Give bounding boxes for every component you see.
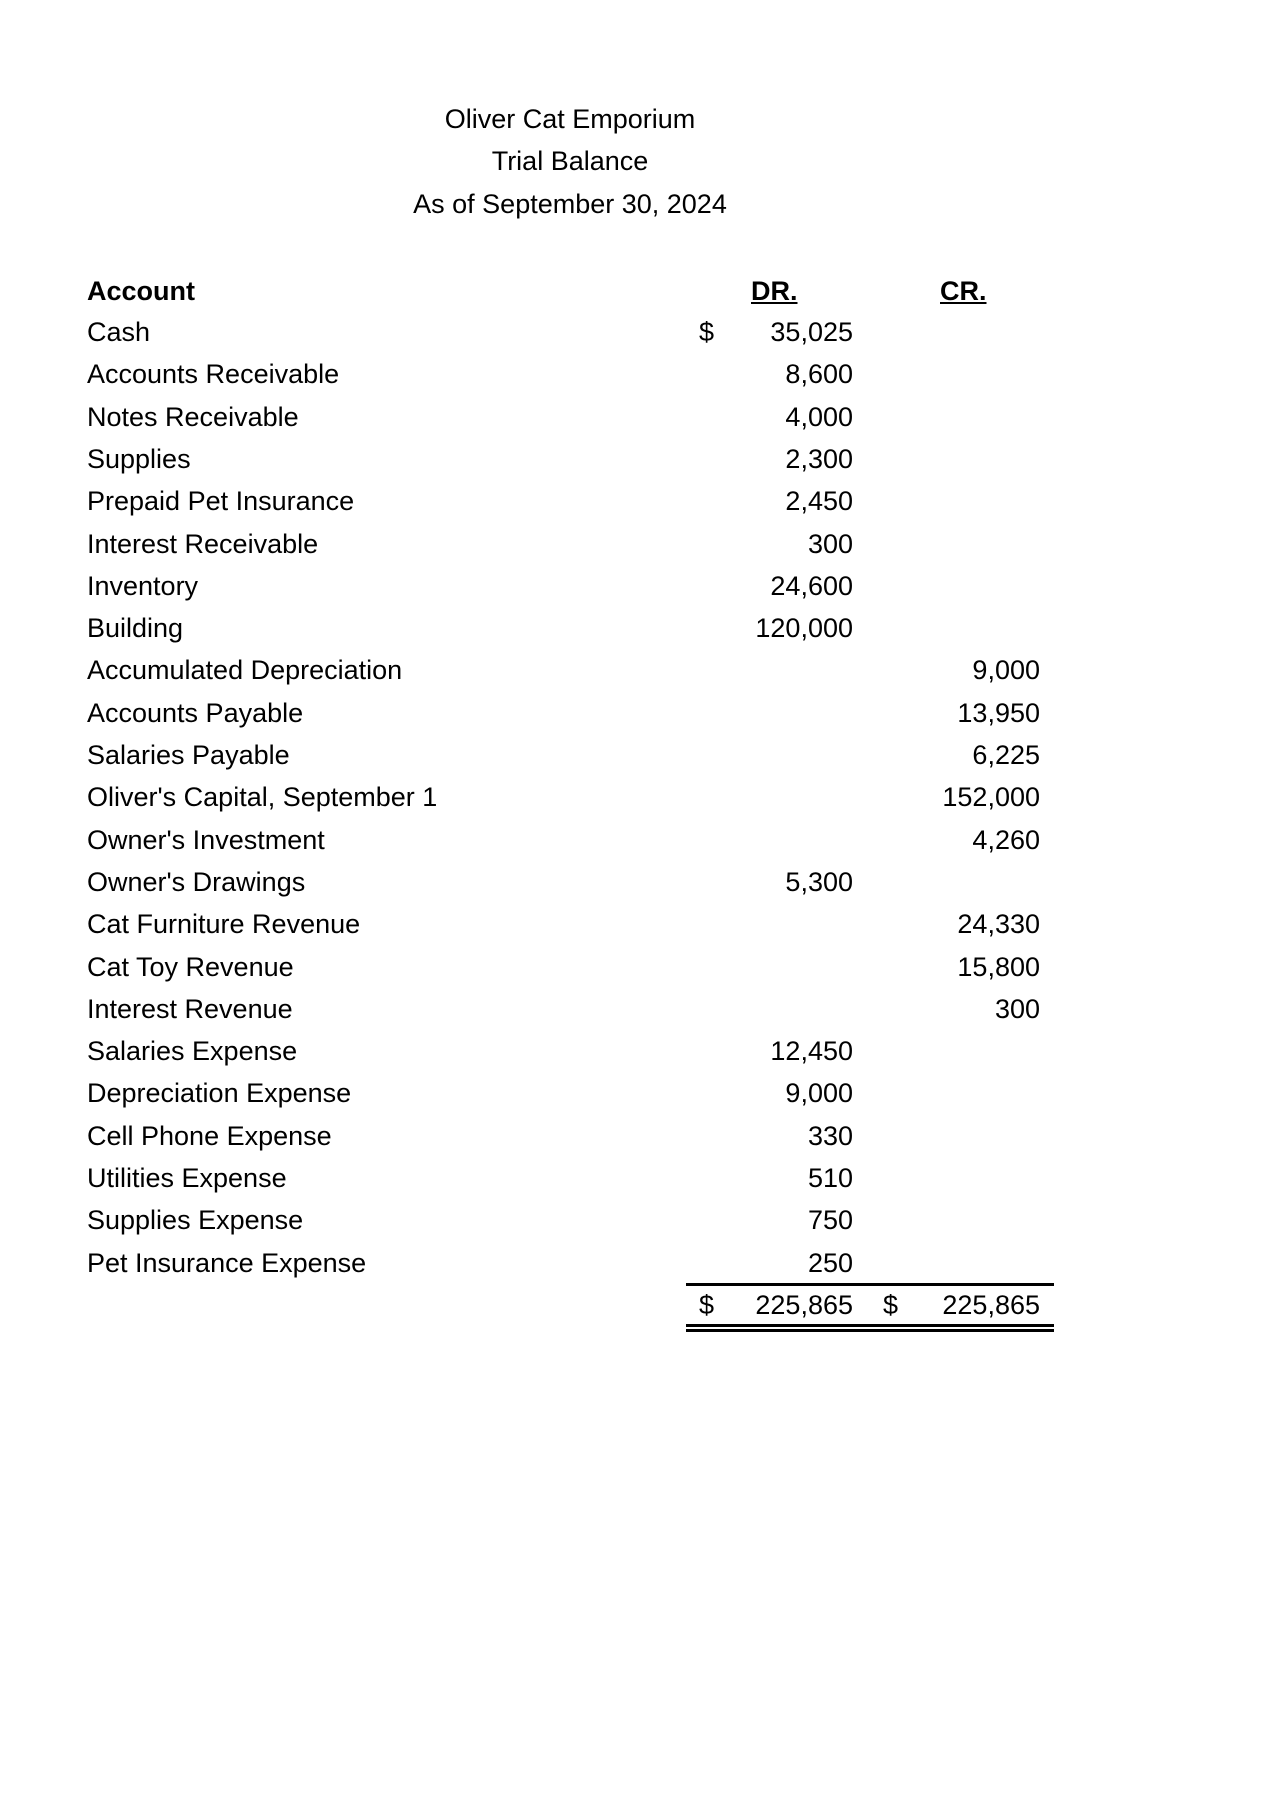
table-row (0, 903, 1284, 945)
cr-amount: 4,260 (972, 824, 1040, 855)
table-row (0, 311, 1284, 353)
company-name: Oliver Cat Emporium (444, 104, 696, 134)
dr-amount: 9,000 (785, 1078, 853, 1109)
table-row (0, 649, 1284, 691)
account-name: Depreciation Expense (87, 1078, 352, 1109)
account-name: Prepaid Pet Insurance (87, 486, 355, 517)
cr-header: CR. (940, 276, 987, 306)
dr-amount: 2,450 (785, 486, 853, 517)
table-row (0, 1157, 1284, 1199)
total-cr-currency: $ (883, 1290, 899, 1320)
cr-amount: 13,950 (957, 697, 1040, 728)
account-name: Owner's Investment (87, 824, 325, 855)
table-row (0, 946, 1284, 988)
table-row (0, 607, 1284, 649)
account-name: Building (87, 613, 184, 644)
table-row (0, 565, 1284, 607)
report-title: Trial Balance (491, 146, 649, 176)
table-row (0, 692, 1284, 734)
column-header-row (0, 270, 1284, 312)
table-row (0, 438, 1284, 480)
table-row (0, 819, 1284, 861)
dr-amount: 2,300 (785, 443, 853, 474)
account-name: Salaries Expense (87, 1036, 298, 1067)
account-name: Notes Receivable (87, 401, 299, 432)
account-name: Interest Receivable (87, 528, 319, 559)
total-double-rule-bottom (686, 1329, 1054, 1332)
account-name: Supplies (87, 443, 191, 474)
dr-amount: 510 (807, 1163, 853, 1193)
dr-amount: 24,600 (770, 570, 853, 601)
dr-amount: 5,300 (785, 866, 853, 897)
table-row (0, 480, 1284, 522)
account-name: Salaries Payable (87, 740, 290, 770)
table-row (0, 1199, 1284, 1241)
dr-amount: 35,025 (770, 317, 853, 347)
account-name: Cell Phone Expense (87, 1120, 332, 1151)
table-row (0, 734, 1284, 776)
account-name: Accumulated Depreciation (87, 655, 403, 686)
account-name: Cash (87, 317, 151, 347)
dr-amount: 330 (807, 1120, 853, 1151)
cr-amount: 9,000 (972, 655, 1040, 686)
account-name: Utilities Expense (87, 1163, 287, 1193)
table-row (0, 988, 1284, 1030)
account-header: Account (87, 276, 195, 306)
account-name: Owner's Drawings (87, 866, 306, 897)
cr-amount: 6,225 (972, 740, 1040, 770)
report-date: As of September 30, 2024 (413, 189, 727, 219)
table-row (0, 1115, 1284, 1157)
account-name: Interest Revenue (87, 993, 293, 1024)
total-cr: 225,865 (942, 1290, 1040, 1320)
dr-amount: 300 (807, 528, 853, 559)
account-name: Inventory (87, 570, 199, 601)
dr-header: DR. (751, 276, 798, 306)
cr-amount: 15,800 (957, 951, 1040, 982)
account-name: Accounts Payable (87, 697, 304, 728)
dr-amount: 4,000 (785, 401, 853, 432)
dr-amount: 750 (807, 1205, 853, 1236)
account-name: Pet Insurance Expense (87, 1247, 367, 1278)
table-row (0, 1030, 1284, 1072)
cr-amount: 24,330 (957, 909, 1040, 940)
dr-currency: $ (699, 317, 715, 347)
total-dr-currency: $ (699, 1290, 715, 1320)
table-row (0, 776, 1284, 818)
dr-amount: 250 (807, 1247, 853, 1278)
account-name: Supplies Expense (87, 1205, 304, 1236)
total-double-rule-top (686, 1324, 1054, 1327)
table-row (0, 523, 1284, 565)
dr-amount: 12,450 (770, 1036, 853, 1067)
account-name: Oliver's Capital, September 1 (87, 782, 438, 813)
account-name: Cat Toy Revenue (87, 951, 294, 982)
dr-amount: 8,600 (785, 359, 853, 390)
cr-amount: 152,000 (942, 782, 1040, 813)
account-name: Accounts Receivable (87, 359, 340, 390)
table-row (0, 1242, 1284, 1284)
table-row (0, 1072, 1284, 1114)
dr-amount: 120,000 (755, 613, 853, 644)
account-name: Cat Furniture Revenue (87, 909, 361, 940)
table-row (0, 353, 1284, 395)
total-dr: 225,865 (755, 1290, 853, 1320)
cr-amount: 300 (994, 993, 1040, 1024)
table-row (0, 861, 1284, 903)
table-row (0, 396, 1284, 438)
totals-row (0, 1284, 1284, 1326)
